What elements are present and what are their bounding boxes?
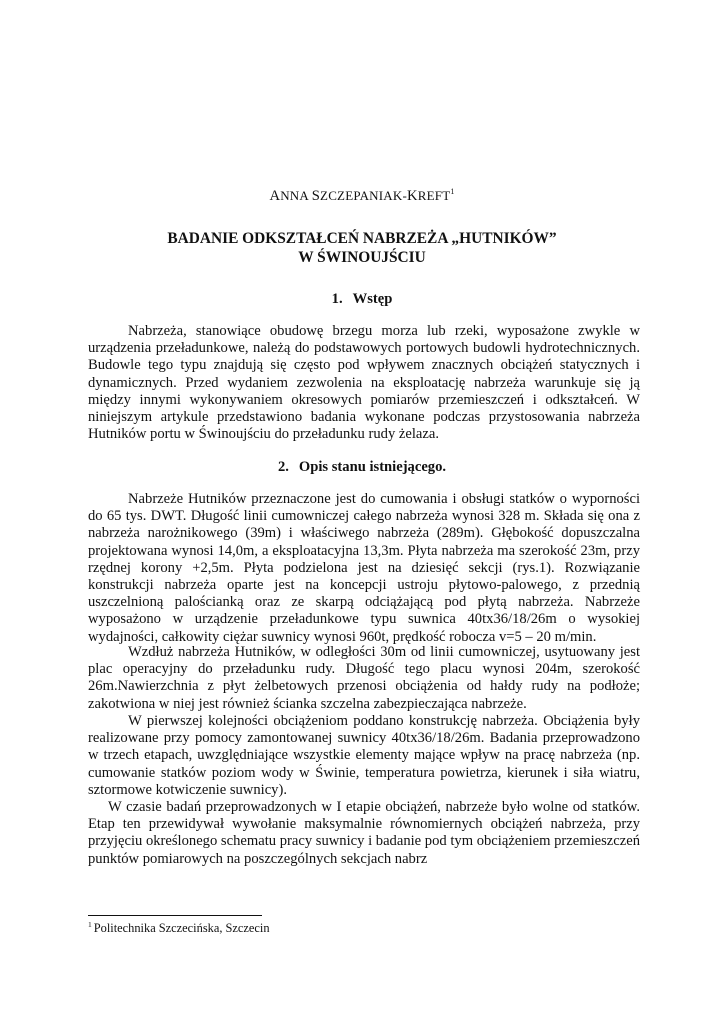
paragraph-load-tests: W pierwszej kolejności obciążeniom poddano konstrukcję nabrzeża. Obciążenia były realizowane przy pomocy zamontowanej suwnicy 40tx36/18/26m. Badania przeprowadzono w trzech etapach, uwzględniające wszystkie elementy mające wpływ na pracę nabrzeża (np. cumowanie statków poziom wody w Świnie, temperatura powietrza, kierunek i siła wiatru, sztormowe kotwiczenie suwnicy). <box>88 713 640 798</box>
author-footnote-ref: 1 <box>450 187 455 196</box>
document-title <box>0 229 724 267</box>
footnote-marker: 1 <box>88 920 92 929</box>
paragraph-description: Nabrzeże Hutników przeznaczone jest do cumowania i obsługi statków o wyporności do 65 tys. DWT. Długość linii cumowniczej całego nabrzeża wynosi 328 m. Składa się ona z nabrzeża narożnikowego (39m) i właściwego nabrzeża (289m). Głębokość dopuszczalna projektowana wynosi 14,0m, a eksploatacyjna 13,3m. Płyta nabrzeża ma szerokość 23m, przy rzędnej korony +2,5m. Płyta podzielona jest na dziesięć sekcji (rys.1). Rozwiązanie konstrukcji nabrzeża oparte jest na koncepcji ustroju płytowo-palowego, z przednią uszczelnioną palościanką oraz ze skarpą odciążającą pod płytą nabrzeża. Nabrzeże wyposażono w urządzenie przeładunkowe typu suwnica 40tx36/18/26m o wysokiej wydajności, całkowity ciężar suwnicy wynosi 960t, prędkość robocza v=5 – 20 m/min. <box>88 491 640 645</box>
author-first-initial: A <box>269 188 281 204</box>
section-title: Opis stanu istniejącego. <box>298 459 447 475</box>
author-last-initial: S <box>311 188 321 204</box>
author-last2-initial: K <box>407 188 418 204</box>
author-last2-rest: REFT <box>417 188 451 203</box>
footnote <box>88 920 270 936</box>
paragraph-intro: Nabrzeża, stanowiące obudowę brzegu morza lub rzeki, wyposażone zwykle w urządzenia przeładunkowe, należą do podstawowych portowych budowli hydrotechnicznych. Budowle tego typu znajdują się często pod wpływem znacznych obciążeń statycznych i dynamicznych. Przed wydaniem zezwolenia na eksploatację nabrzeża warunkuje się ją między innymi wykonywaniem okresowych pomiarów przemieszczeń i odkształceń. W niniejszym artykule przedstawiono badania wykonane podczas przystosowania nabrzeża Hutników portu w Świnoujściu do przeładunku rudy żelaza. <box>88 323 640 443</box>
section-heading-2 <box>0 459 724 476</box>
section-title: Wstęp <box>352 291 393 307</box>
title-line-2: W ŚWINOUJŚCIU <box>298 249 426 266</box>
paragraph-operational-yard: Wzdłuż nabrzeża Hutników, w odległości 30m od linii cumowniczej, usytuowany jest plac operacyjny do przeładunku rudy. Długość tego placu wynosi 204m, szerokość 26m.Nawierzchnia z płyt żelbetowych przenosi obciążenia od hałdy rudy na podłoże; zakotwiona w niej jest również ścianka szczelna zabezpieczająca nabrzeże. <box>88 644 640 712</box>
title-line-1: BADANIE ODKSZTAŁCEŃ NABRZEŻA „HUTNIKÓW” <box>167 230 557 247</box>
author-first-rest: NNA <box>280 188 309 203</box>
author-line <box>0 187 724 205</box>
paragraph-stage-one: W czasie badań przeprowadzonych w I etapie obciążeń, nabrzeże było wolne od statków. Etap ten przewidywał wywołanie maksymalnie równomiernych obciążeń nabrzeża, przy przyjęciu określonego schematu pracy suwnicy i badanie pod tym obciążeniem przemieszczeń punktów pomiarowych na poszczególnych sekcjach nabrz <box>88 799 640 867</box>
section-number: 1. <box>331 291 343 307</box>
footnote-text: Politechnika Szczecińska, Szczecin <box>93 921 270 935</box>
section-heading-1 <box>0 291 724 308</box>
footnote-divider <box>88 915 262 916</box>
author-last-rest: ZCZEPANIAK- <box>320 188 407 203</box>
section-number: 2. <box>277 459 289 475</box>
